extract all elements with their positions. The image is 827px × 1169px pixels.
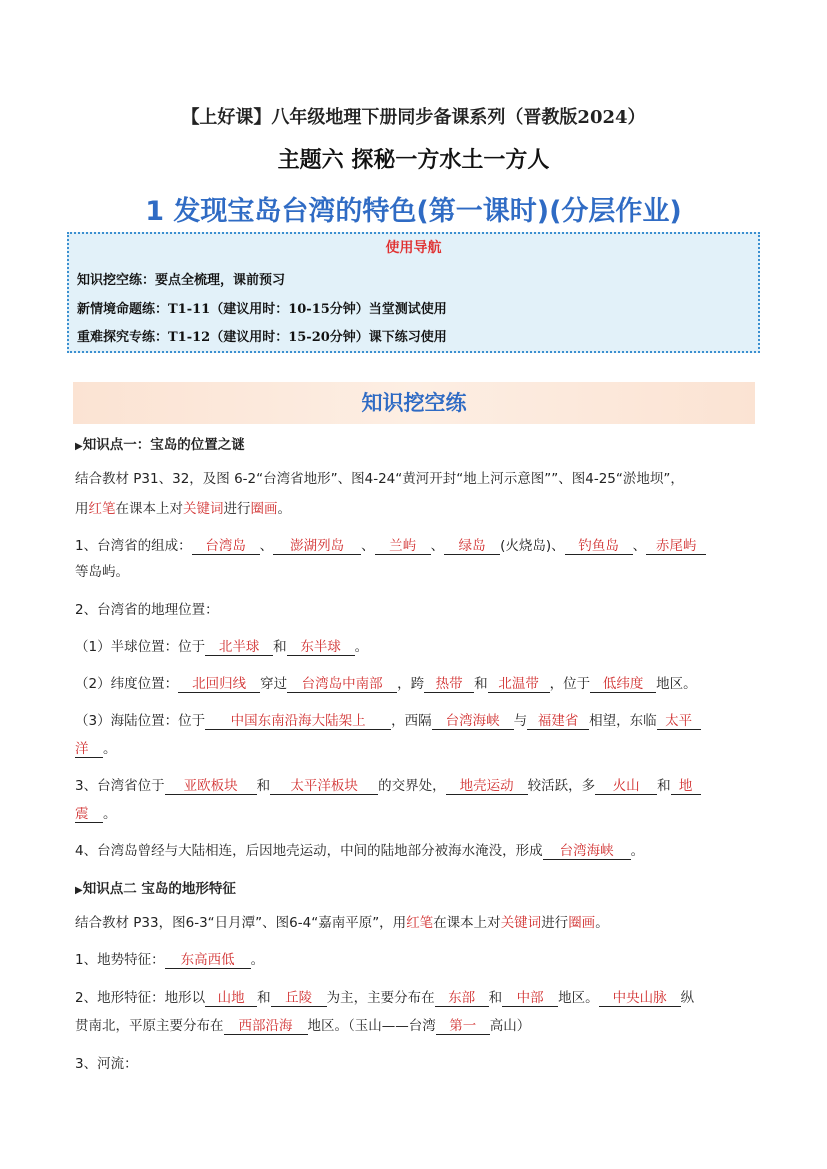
blank-answer: 震 [75,806,103,823]
kp1-q2-3-line1: （3）海陆位置：位于 中国东南沿海大陆架上 ，西隔 台湾海峡 与 福建省 相望，东临 太平 [75,709,765,730]
blank-answer: 东高西低 [165,952,251,969]
kp1-q2-2: （2）纬度位置： 北回归线 穿过 台湾岛中南部 ，跨 热带 和 北温带 ，位于 低纬度 地区。 [75,676,697,692]
blank-answer: 台湾海峡 [543,843,631,860]
kp1-q2-1: （1）半球位置：位于 北半球 和 东半球 。 [75,639,369,655]
triangle-bullet-icon: ▶ [75,885,83,896]
kp2-heading: ▶知识点二 宝岛的地形特征 [75,881,236,897]
kp1-heading: ▶知识点一：宝岛的位置之谜 [75,437,245,453]
blank-answer: 北温带 [488,676,550,693]
blank-answer: 太平 [657,713,701,730]
kp2-intro: 结合教材 P33，图6-3“日月潭”、图6-4“嘉南平原”，用红笔在课本上对关键词进行圈画。 [75,915,609,931]
kp1-intro-line1: 结合教材 P31、32，及图 6-2“台湾省地形”、图4-24“黄河开封“地上河示意图””、图4-25“淤地坝”， [75,471,684,487]
blank-answer: 中国东南沿海大陆架上 [205,713,391,730]
blank-answer: 太平洋板块 [270,778,378,795]
kp2-q2-line1: 2、地形特征：地形以 山地 和 丘陵 为主，主要分布在 东部 和 中部 地区。 中央山脉 纵 [75,990,695,1006]
blank-answer: 中部 [502,990,558,1007]
blank-answer: 东半球 [287,639,355,656]
kp2-q2-line2: 贯南北，平原主要分布在 西部沿海 地区。（玉山——台湾 第一 高山） [75,1018,531,1034]
blank-answer: 台湾海峡 [432,713,514,730]
series-header: 【上好课】八年级地理下册同步备课系列（晋教版2024） [181,107,646,128]
blank-answer: 地 [671,778,701,795]
blank-answer: 山地 [205,990,257,1007]
kp1-q3-line2: 震 。 [75,806,117,822]
blank-answer: 第一 [436,1018,490,1035]
blank-answer: 北回归线 [178,676,260,693]
section-banner [73,382,755,424]
page-title: 1 发现宝岛台湾的特色(第一课时)(分层作业) [145,196,682,227]
blank-answer: 北半球 [205,639,273,656]
blank-answer: 热带 [424,676,474,693]
kp1-q2-3-line2: 洋 。 [75,741,117,757]
blank-answer: 地壳运动 [446,778,528,795]
usage-guide-title: 使用导航 [385,240,442,256]
guide-line-knowledge: 知识挖空练：要点全梳理，课前预习 [77,273,286,288]
blank-answer: 澎湖列岛 [273,538,361,555]
kp1-q2: 2、台湾省的地理位置： [75,602,219,618]
guide-line-key-difficult: 重难探究专练：T1-12（建议用时：15-20分钟）课下练习使用 [77,330,447,345]
blank-answer: 中央山脉 [599,990,681,1007]
blank-answer: 兰屿 [375,538,431,555]
blank-answer: 台湾岛中南部 [287,676,397,693]
kp2-q1: 1、地势特征： 东高西低 。 [75,952,265,968]
blank-answer: 绿岛 [444,538,500,555]
usage-guide-box [67,232,760,353]
blank-answer: 福建省 [527,713,589,730]
blank-answer: 西部沿海 [224,1018,308,1035]
kp1-q1-line2: 等岛屿。 [75,564,129,580]
blank-answer: 洋 [75,741,103,758]
kp1-q1-line1: 1、台湾省的组成： 台湾岛 、 澎湖列岛 、 兰屿 、 绿岛 (火烧岛)、 钓鱼岛 、 赤尾屿 [75,534,765,555]
blank-answer: 赤尾屿 [646,538,706,555]
blank-answer: 火山 [595,778,657,795]
blank-answer: 台湾岛 [192,538,260,555]
blank-answer: 低纬度 [590,676,656,693]
blank-answer: 丘陵 [271,990,327,1007]
kp2-q3: 3、河流： [75,1056,138,1072]
kp1-q3-line1: 3、台湾省位于 亚欧板块 和 太平洋板块 的交界处， 地壳运动 较活跃，多 火山 和 地 [75,774,765,795]
kp1-intro-line2: 用红笔在课本上对关键词进行圈画。 [75,501,291,517]
section-title: 知识挖空练 [361,391,467,415]
kp1-q4: 4、台湾岛曾经与大陆相连，后因地壳运动，中间的陆地部分被海水淹没，形成 台湾海峡 。 [75,843,645,859]
triangle-bullet-icon: ▶ [75,441,83,452]
blank-answer: 钓鱼岛 [565,538,633,555]
blank-answer: 东部 [435,990,489,1007]
theme-title: 主题六 探秘一方水土一方人 [277,148,550,173]
guide-line-new-context: 新情境命题练：T1-11（建议用时：10-15分钟）当堂测试使用 [77,302,447,317]
blank-answer: 亚欧板块 [165,778,257,795]
